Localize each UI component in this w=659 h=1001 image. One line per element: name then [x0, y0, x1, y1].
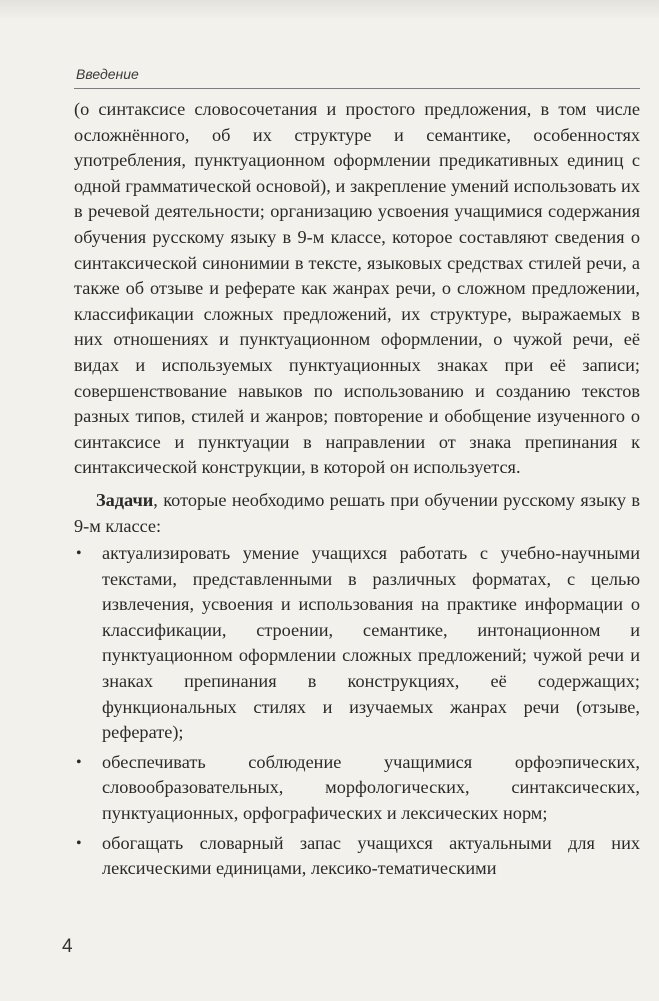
bullet-icon: • [76, 753, 82, 771]
tasks-intro-text: , которые необходимо решать при обучении русскому языку в 9-м классе: [74, 489, 640, 536]
page-top-edge [0, 0, 659, 18]
header-title: Введение [76, 66, 139, 82]
task-list [74, 541, 640, 882]
page-number: 4 [62, 936, 73, 957]
list-item-text: обеспечивать соблюдение учащимися орфоэпических, словообразовательных, морфологических, синтаксических, пунктуационных, орфографических и лексических норм; [102, 751, 640, 824]
bullet-icon: • [76, 834, 82, 852]
page-body [74, 97, 640, 886]
list-item [74, 541, 640, 746]
paragraph-continuation: (о синтаксисе словосочетания и простого предложения, в том числе осложнённого, об их структуре и семантике, особенностях употребления, пунктуационном оформлении предикативных единиц с одной грамматической основой), и закрепление умений использовать их в речевой деятельности; организацию усвоения учащимися содержания обучения русскому языку в 9-м классе, которое составляют сведения о синтаксической синонимии в тексте, языковых средствах стилей речи, а также об отзыве и реферате как жанрах речи, о сложном предложении, классификации сложных предложений, их структуре, выражаемых в них отношениях и пунктуационном оформлении, о чужой речи, её видах и используемых пунктуационных знаках при её записи; совершенствование навыков по использованию и созданию текстов разных типов, стилей и жанров; повторение и обобщение изученного о синтаксисе и пунктуации в направлении от знака препинания к синтаксической конструкции, в которой он используется. [74, 99, 640, 478]
list-item [74, 831, 640, 882]
list-item-text: обогащать словарный запас учащихся актуальными для них лексическими единицами, лексико-тематическими [102, 832, 640, 879]
bullet-icon: • [76, 545, 82, 563]
paragraph-tasks [74, 488, 640, 539]
tasks-bold-lead: Задачи [96, 489, 154, 510]
list-item-text: актуализировать умение учащихся работать с учебно-научными текстами, представленными в различных форматах, с целью извлечения, усвоения и использования на практике информации о классификации, строении, семантике, интонационном и пунктуационном оформлении сложных предложений; чужой речи и знаках препинания в конструкциях, её содержащих; функциональных стилях и изучаемых жанрах речи (отзыве, реферате); [102, 543, 640, 743]
running-header [74, 64, 640, 89]
list-item [74, 750, 640, 827]
